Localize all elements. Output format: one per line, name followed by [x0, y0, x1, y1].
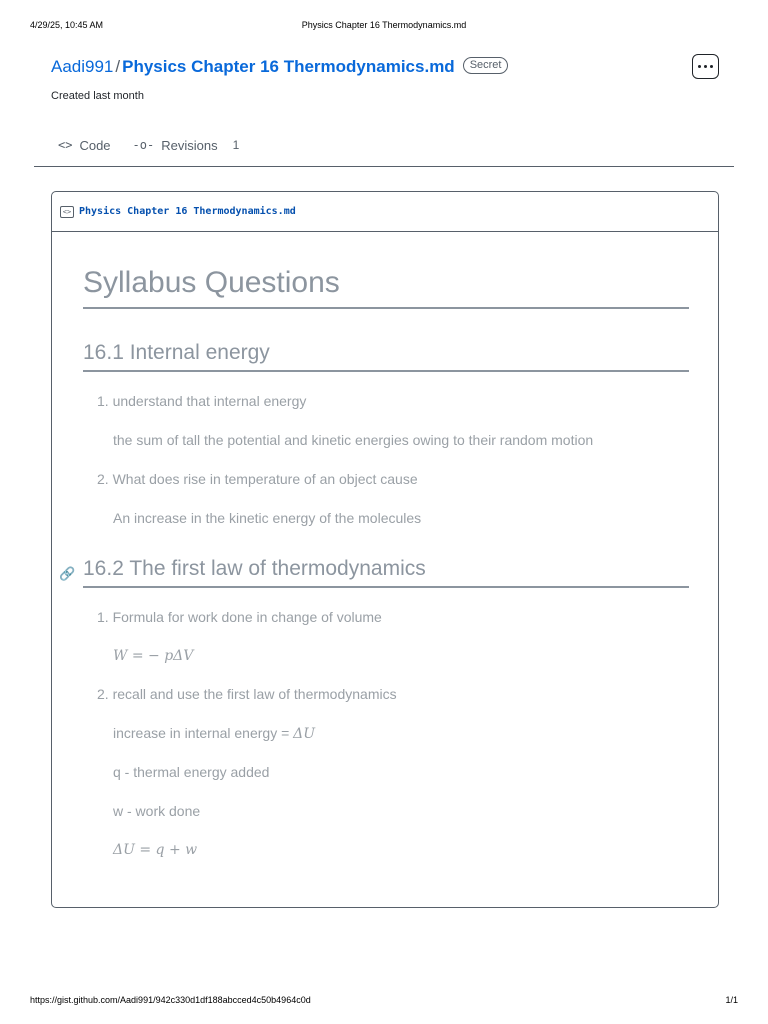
kebab-dot — [704, 65, 707, 68]
list-text: Formula for work done in change of volume — [112, 609, 382, 625]
heading-internal-energy: 16.1 Internal energy — [83, 340, 689, 372]
print-header — [30, 20, 738, 32]
answer-text-label: increase in internal energy = — [113, 725, 294, 741]
print-datetime: 4/29/25, 10:45 AM — [30, 20, 104, 30]
list-item — [97, 608, 382, 626]
gist-title — [51, 56, 508, 78]
list-number: 2. — [97, 471, 109, 487]
link-anchor-icon[interactable]: 🔗 — [59, 566, 76, 581]
list-number: 1. — [97, 609, 109, 625]
math-delta-u: ΔU — [293, 726, 316, 742]
gist-filename-link[interactable]: Physics Chapter 16 Thermodynamics.md — [122, 57, 455, 76]
secret-badge: Secret — [463, 57, 509, 74]
tab-code[interactable] — [58, 136, 111, 154]
revisions-count: 1 — [232, 138, 240, 152]
kebab-dot — [710, 65, 713, 68]
tab-revisions-label: Revisions — [161, 137, 218, 153]
git-commit-icon: -o- — [132, 138, 155, 152]
print-title: Physics Chapter 16 Thermodynamics.md — [301, 20, 467, 30]
list-text: understand that internal energy — [112, 393, 307, 409]
title-separator: / — [115, 57, 121, 76]
gist-tabs — [58, 136, 239, 154]
formula-first-law: ΔU = q + w — [113, 842, 198, 858]
answer-text: An increase in the kinetic energy of the molecules — [113, 510, 422, 526]
file-code-icon: <> — [60, 206, 74, 218]
answer-text — [113, 724, 315, 743]
code-icon: <> — [58, 138, 73, 152]
list-number: 2. — [97, 686, 109, 702]
list-number: 1. — [97, 393, 109, 409]
answer-text: the sum of tall the potential and kinetic energies owing to their random motion — [113, 432, 594, 448]
tabs-divider — [34, 166, 734, 167]
tab-revisions[interactable] — [133, 136, 240, 154]
print-page-number: 1/1 — [725, 995, 738, 1005]
list-text: recall and use the first law of thermodynamics — [112, 686, 397, 702]
created-timestamp: Created last month — [51, 90, 144, 102]
list-item — [97, 470, 418, 488]
answer-text: q - thermal energy added — [113, 764, 270, 780]
heading-syllabus-questions: Syllabus Questions — [83, 265, 689, 309]
kebab-horizontal-icon — [698, 65, 701, 68]
file-name-link[interactable]: Physics Chapter 16 Thermodynamics.md — [79, 206, 296, 217]
print-url: https://gist.github.com/Aadi991/942c330d1df188abcced4c50b4964c0d — [30, 995, 311, 1005]
tab-code-label: Code — [79, 137, 111, 153]
list-text: What does rise in temperature of an object cause — [112, 471, 418, 487]
heading-first-law-text: 16.2 The first law of thermodynamics — [83, 557, 426, 580]
answer-text: w - work done — [113, 803, 201, 819]
more-options-button[interactable] — [692, 54, 719, 79]
file-header — [52, 192, 718, 232]
print-footer — [30, 995, 738, 1007]
heading-first-law — [59, 556, 689, 588]
file-box — [51, 191, 719, 908]
formula-work-done: W = − pΔV — [113, 648, 194, 664]
gist-owner-link[interactable]: Aadi991 — [51, 57, 114, 76]
list-item — [97, 392, 306, 410]
list-item — [97, 685, 397, 703]
